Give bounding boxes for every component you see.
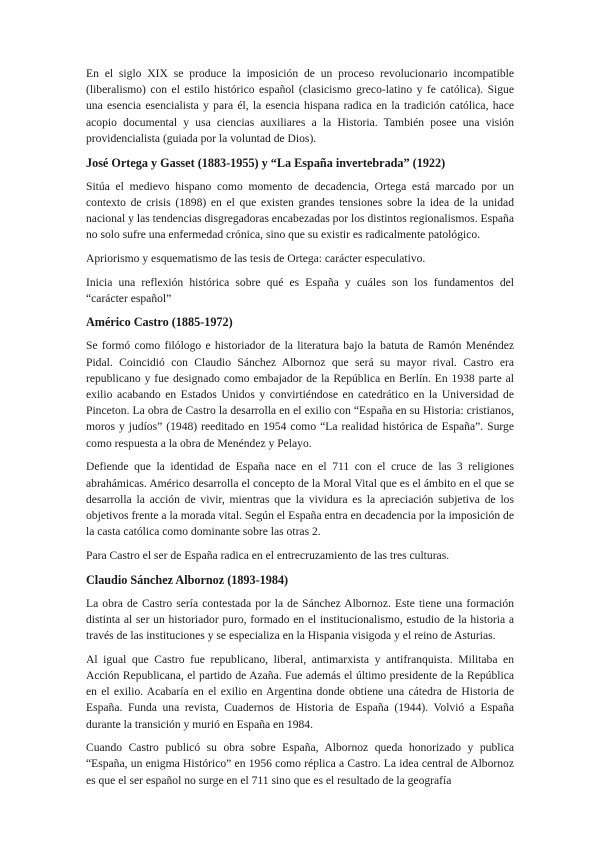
paragraph: Cuando Castro publicó su obra sobre España, Albornoz queda honorizado y publica “España, un enigma Histórico” en 1956 como réplica a Castro. La idea central de Albornoz es que el ser español no surge en el 711 sino que es el resultado de la geografía xyxy=(86,741,514,787)
paragraph: Para Castro el ser de España radica en el entrecruzamiento de las tres culturas. xyxy=(86,548,450,562)
paragraph: Inicia una reflexión histórica sobre qué es España y cuáles son los fundamentos del “carácter español” xyxy=(86,275,514,305)
paragraph: Al igual que Castro fue republicano, liberal, antimarxista y antifranquista. Militaba en Acción Republicana, el partido de Azaña. Fue además el último presidente de la República en el exilio. Acabaría en el exilio en Argentina donde obtiene una cátedra de Historia de España. Funda una revista, Cuadernos de Historia de España (1944). Volvió a España durante la transición y murió en España en 1984. xyxy=(86,652,514,731)
paragraph: En el siglo XIX se produce la imposición de un proceso revolucionario incompatible (liberalismo) con el estilo histórico español (clasicismo greco-latino y fe católica). Sigue una esencia esencialista y para él, la esencia hispana radica en la tradición católica, hace acopio documental y usa ciencias auxiliares a la Historia. También posee una visión providencialista (guiada por la voluntad de Dios). xyxy=(86,67,514,145)
paragraph: La obra de Castro sería contestada por la de Sánchez Albornoz. Este tiene una formación distinta al ser un historiador puro, formado en el institucionalismo, estudio de la historia a través de las instituciones y se especializa en la Hispania visigoda y el reino de Asturias. xyxy=(86,596,514,642)
section-heading-ortega: José Ortega y Gasset (1883-1955) y “La España invertebrada” (1922) xyxy=(86,155,446,170)
section-heading-albornoz: Claudio Sánchez Albornoz (1893-1984) xyxy=(86,572,289,587)
document-page xyxy=(86,66,514,796)
paragraph: Se formó como filólogo e historiador de la literatura bajo la batuta de Ramón Menéndez Pidal. Coincidió con Claudio Sánchez Albornoz que será su mayor rival. Castro era republicano y fue designado como embajador de la República en Berlín. En 1938 parte al exilio acabando en Estados Unidos y convirtiéndose en catedrático en la Universidad de Pinceton. La obra de Castro la desarrolla en el exilio con “España en su Historia: cristianos, moros y judíos” (1948) reeditado en 1954 como “La realidad histórica de España”. Surge como respuesta a la obra de Menéndez y Pelayo. xyxy=(86,339,514,450)
paragraph: Defiende que la identidad de España nace en el 711 con el cruce de las 3 religiones abrahámicas. Américo desarrolla el concepto de la Moral Vital que es el ámbito en el que se desarrolla la acción de vivir, mientras que la vividura es la apreciación subjetiva de los objetivos frente a la morada vital. Según el España entra en decadencia por la imposición de la casta católica como dominante sobre las otras 2. xyxy=(86,460,514,539)
paragraph: Apriorismo y esquematismo de las tesis de Ortega: carácter especulativo. xyxy=(86,251,426,265)
section-heading-castro: Américo Castro (1885-1972) xyxy=(86,315,233,330)
paragraph: Sitúa el medievo hispano como momento de decadencia, Ortega está marcado por un contexto de crisis (1898) en el que existen grandes tensiones sobre la idea de la unidad nacional y las tendencias disgregadoras encabezadas por los distintos regionalismos. España no solo sufre una enfermedad crónica, sino que su existir es radicalmente patológico. xyxy=(86,179,514,242)
